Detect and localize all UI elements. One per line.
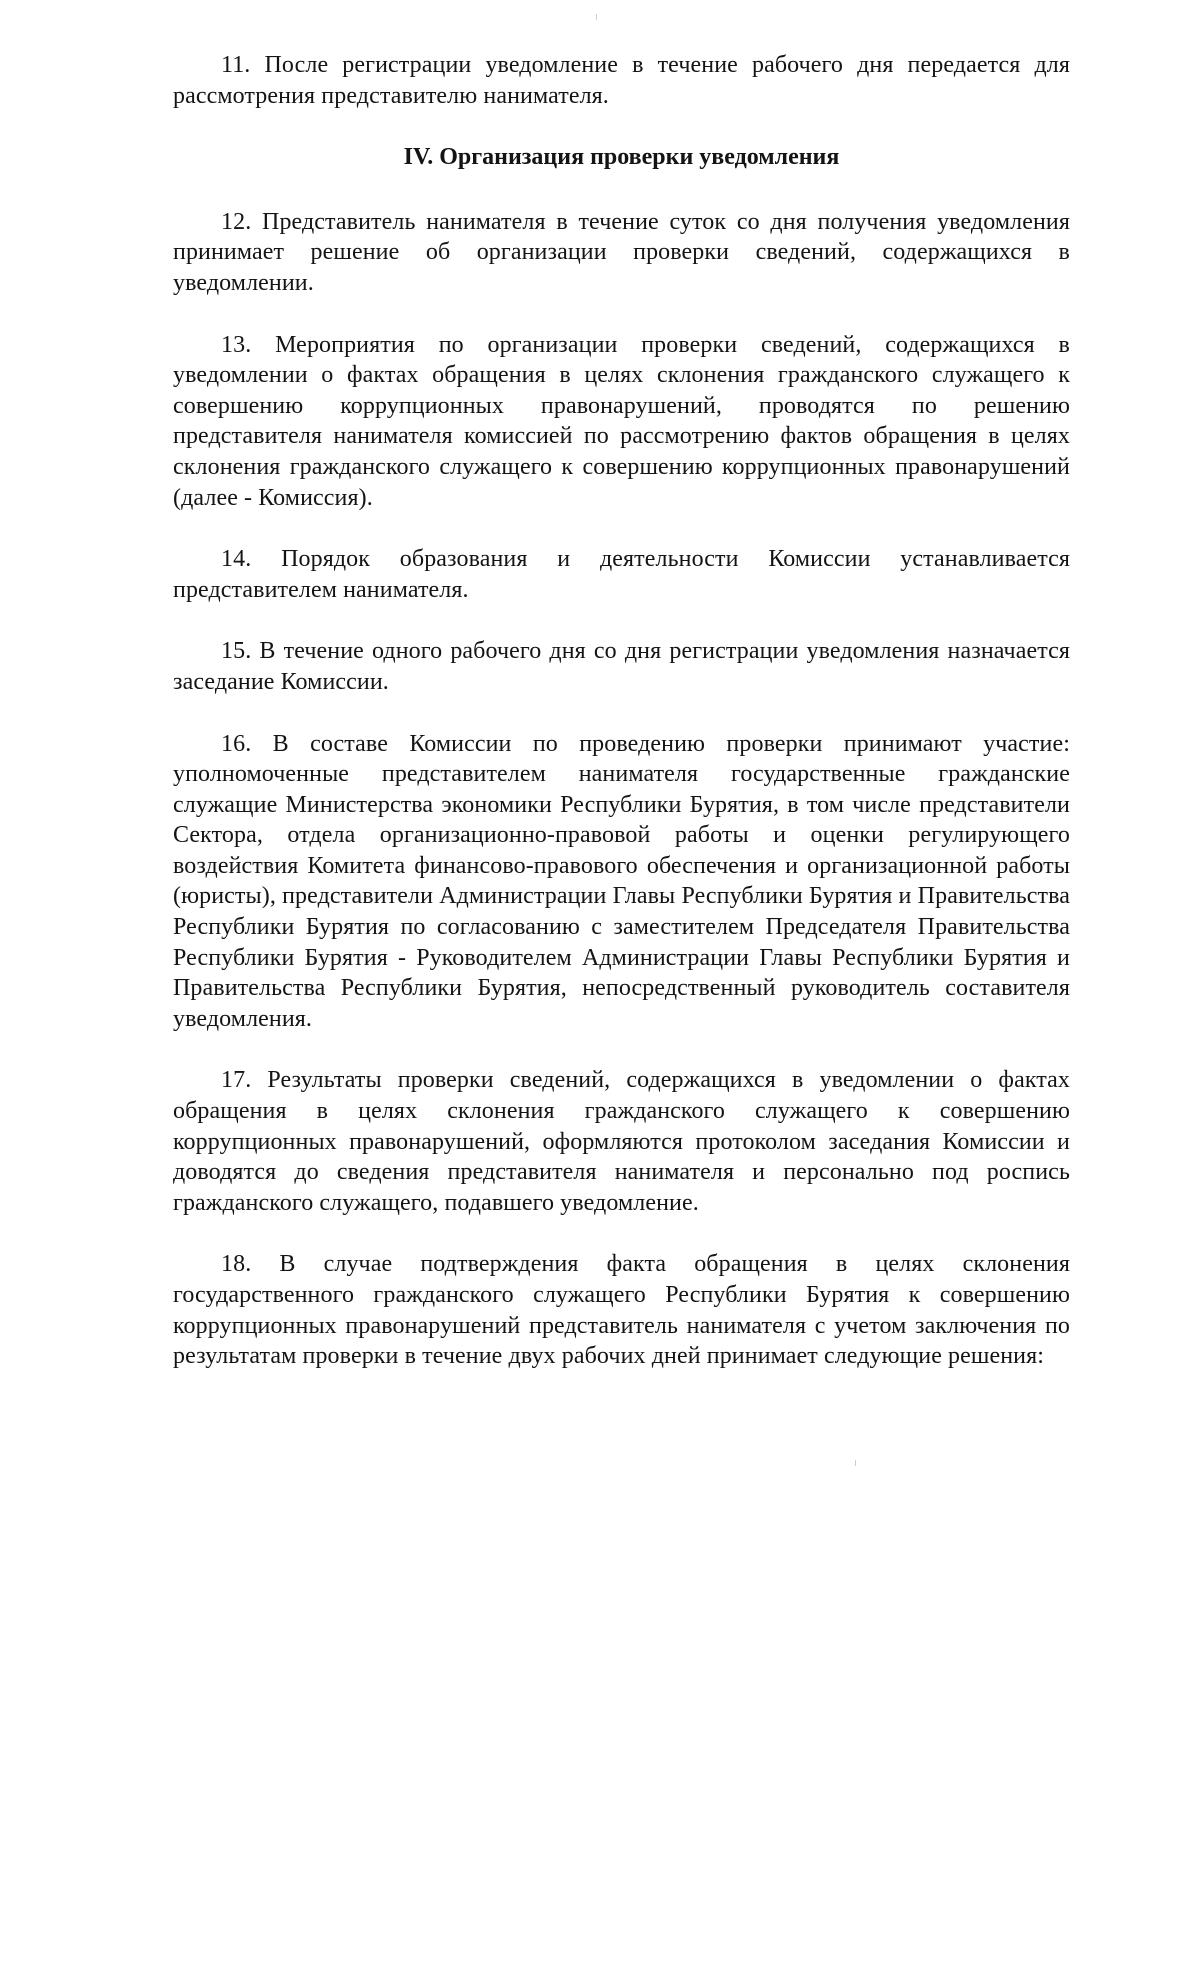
paragraph-13: 13. Мероприятия по организации проверки сведений, содержащихся в уведомлении о фактах обращения в целях склонения гражданского служащего к совершению коррупционных правонарушений, проводятся по решению представителя нанимателя комиссией по рассмотрению фактов обращения в целях склонения гражданского служащего к совершению коррупционных правонарушений (далее - Комиссия). [173, 331, 1070, 511]
section-heading: IV. Организация проверки уведомления [403, 144, 840, 171]
scan-speck [855, 1460, 856, 1466]
scan-speck [596, 14, 597, 20]
paragraph-17: 17. Результаты проверки сведений, содержащихся в уведомлении о фактах обращения в целях склонения гражданского служащего к совершению коррупционных правонарушений, оформляются протоколом заседания Комиссии и доводятся до сведения представителя нанимателя и персонально под роспись гражданского служащего, подавшего уведомление. [173, 1067, 1070, 1216]
paragraph-11: 11. После регистрации уведомление в течение рабочего дня передается для рассмотрения представителю нанимателя. [173, 52, 1070, 109]
paragraph-12: 12. Представитель нанимателя в течение суток со дня получения уведомления принимает решение об организации проверки сведений, содержащихся в уведомлении. [173, 208, 1070, 296]
document-body [173, 50, 1070, 1403]
paragraph-16: 16. В составе Комиссии по проведению проверки принимают участие: уполномоченные представителем нанимателя государственные гражданские служащие Министерства экономики Республики Бурятия, в том числе представители Сектора, отдела организационно-правовой работы и оценки регулирующего воздействия Комитета финансово-правового обеспечения и организационной работы (юристы), представители Администрации Главы Республики Бурятия и Правительства Республики Бурятия по согласованию с заместителем Председателя Правительства Республики Бурятия - Руководителем Администрации Главы Республики Бурятия и Правительства Республики Бурятия, непосредственный руководитель составителя уведомления. [173, 730, 1070, 1032]
paragraph-14: 14. Порядок образования и деятельности Комиссии устанавливается представителем нанимателя. [173, 546, 1070, 603]
paragraph-15: 15. В течение одного рабочего дня со дня регистрации уведомления назначается заседание Комиссии. [173, 638, 1070, 695]
paragraph-18: 18. В случае подтверждения факта обращения в целях склонения государственного гражданского служащего Республики Бурятия к совершению коррупционных правонарушений представитель нанимателя с учетом заключения по результатам проверки в течение двух рабочих дней принимает следующие решения: [173, 1251, 1070, 1370]
